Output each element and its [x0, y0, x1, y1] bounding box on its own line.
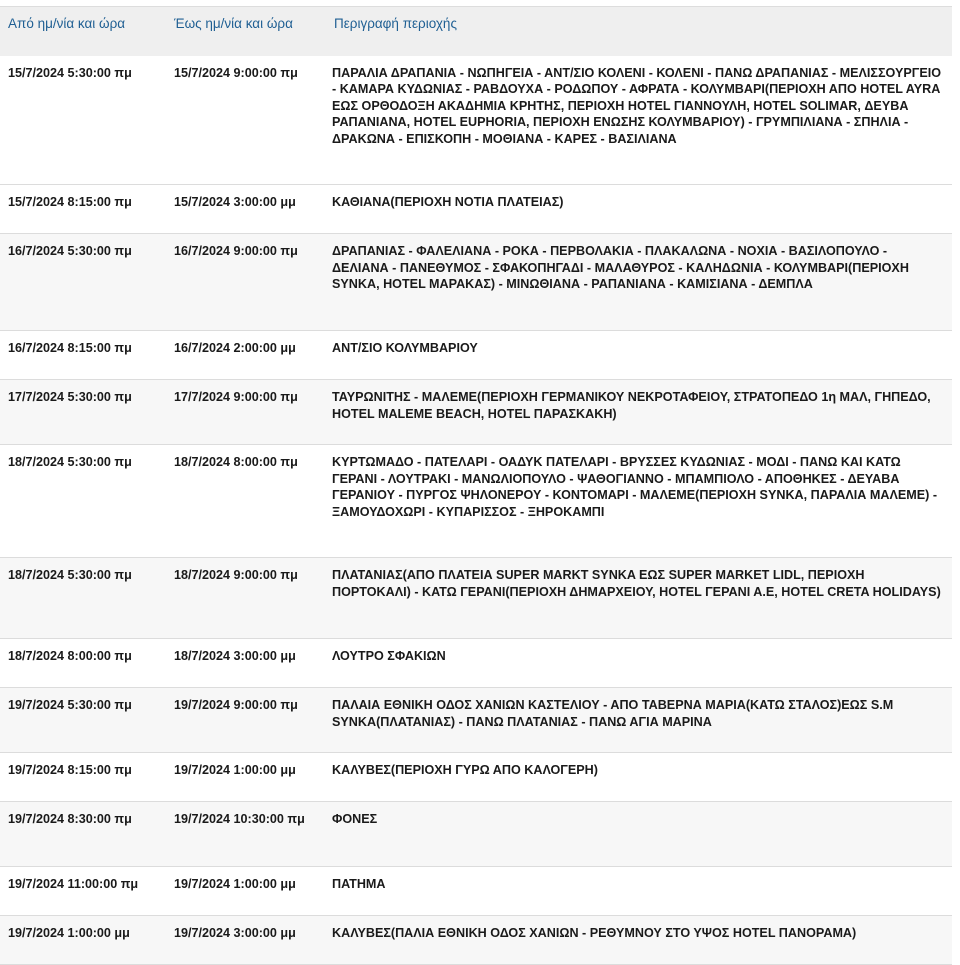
cell-to-datetime: 17/7/2024 9:00:00 πμ: [174, 390, 298, 404]
cell-from-datetime: 16/7/2024 8:15:00 πμ: [8, 341, 132, 355]
schedule-table: [0, 6, 952, 965]
cell-area-description: ΤΑΥΡΩΝΙΤΗΣ - ΜΑΛΕΜΕ(ΠΕΡΙΟΧΗ ΓΕΡΜΑΝΙΚΟΥ ΝΕΚΡΟΤΑΦΕΙΟΥ, ΣΤΡΑΤΟΠΕΔΟ 1η ΜΑΛ, ΓΗΠΕΔΟ, HOTEL MALEME BEACH, HOTEL ΠΑΡΑΣΚΑΚΗ): [332, 390, 931, 421]
table-header-row: [0, 7, 952, 56]
table-row: [0, 558, 952, 639]
header-area-description[interactable]: Περιγραφή περιοχής: [334, 16, 457, 31]
cell-area-description: ΚΑΘΙΑΝΑ(ΠΕΡΙΟΧΗ ΝΟΤΙΑ ΠΛΑΤΕΙΑΣ): [332, 195, 564, 209]
cell-area-description: ΠΛΑΤΑΝΙΑΣ(ΑΠΟ ΠΛΑΤΕΙΑ SUPER MARKT SYNKA ΕΩΣ SUPER MARKET LIDL, ΠΕΡΙΟΧΗ ΠΟΡΤΟΚΑΛΙ) - ΚΑΤΩ ΓΕΡΑΝΙ(ΠΕΡΙΟΧΗ ΔΗΜΑΡΧΕΙΟΥ, HOTEL ΓΕΡΑΝΙ Α.Ε, HOTEL CRETA HOLIDAYS): [332, 568, 941, 599]
cell-area-description: ΚΑΛΥΒΕΣ(ΠΑΛΙΑ ΕΘΝΙΚΗ ΟΔΟΣ ΧΑΝΙΩΝ - ΡΕΘΥΜΝΟΥ ΣΤΟ ΥΨΟΣ HOTEL ΠΑΝΟΡΑΜΑ): [332, 926, 857, 940]
cell-to-datetime: 18/7/2024 9:00:00 πμ: [174, 568, 298, 582]
table-row: [0, 639, 952, 688]
table-row: [0, 380, 952, 445]
outage-schedule-table: [0, 6, 952, 965]
cell-from-datetime: 18/7/2024 5:30:00 πμ: [8, 455, 132, 469]
header-to-datetime[interactable]: Έως ημ/νία και ώρα: [174, 16, 293, 31]
cell-area-description: ΠΑΡΑΛΙΑ ΔΡΑΠΑΝΙΑ - ΝΩΠΗΓΕΙΑ - ΑΝΤ/ΣΙΟ ΚΟΛΕΝΙ - ΚΟΛΕΝΙ - ΠΑΝΩ ΔΡΑΠΑΝΙΑΣ - ΜΕΛΙΣΣΟΥΡΓΕΙΟ - ΚΑΜΑΡΑ ΚΥΔΩΝΙΑΣ - ΡΑΒΔΟΥΧΑ - ΡΟΔΩΠΟΥ - ΑΦΡΑΤΑ - ΚΟΛΥΜΒΑΡΙ(ΠΕΡΙΟΧΗ ΑΠΟ HOTEL AYRA ΕΩΣ ΟΡΘΟΔΟΞΗ ΑΚΑΔΗΜΙΑ ΚΡΗΤΗΣ, ΠΕΡΙΟΧΗ HOTEL ΓΙΑΝΝΟΥΛΗ, HOTEL SOLIMAR, ΔΕΥΒΑ ΡΑΠΑΝΙΑΝΑ, HOTEL EUPHORIA, ΠΕΡΙΟΧΗ ΕΝΩΣΗΣ ΚΟΛΥΜΒΑΡΙΟΥ) - ΓΡΥΜΠΙΛΙΑΝΑ - ΣΠΗΛΙΑ - ΔΡΑΚΩΝΑ - ΕΠΙΣΚΟΠΗ - ΜΟΘΙΑΝΑ - ΚΑΡΕΣ - ΒΑΣΙΛΙΑΝΑ: [332, 65, 942, 146]
cell-from-datetime: 16/7/2024 5:30:00 πμ: [8, 244, 132, 258]
cell-to-datetime: 18/7/2024 3:00:00 μμ: [174, 649, 296, 663]
cell-to-datetime: 19/7/2024 9:00:00 πμ: [174, 698, 298, 712]
cell-area-description: ΑΝΤ/ΣΙΟ ΚΟΛΥΜΒΑΡΙΟΥ: [332, 341, 478, 355]
cell-area-description: ΚΥΡΤΩΜΑΔΟ - ΠΑΤΕΛΑΡΙ - ΟΑΔΥΚ ΠΑΤΕΛΑΡΙ - ΒΡΥΣΣΕΣ ΚΥΔΩΝΙΑΣ - ΜΟΔΙ - ΠΑΝΩ ΚΑΙ ΚΑΤΩ ΓΕΡΑΝΙ - ΛΟΥΤΡΑΚΙ - ΜΑΝΩΛΙΟΠΟΥΛΟ - ΨΑΘΟΓΙΑΝΝΟ - ΜΠΑΜΠΙΟΛΟ - ΑΠΟΘΗΚΕΣ - ΔΕΥΑΒΑ ΓΕΡΑΝΙΟΥ - ΠΥΡΓΟΣ ΨΗΛΟΝΕΡΟΥ - ΚΟΝΤΟΜΑΡΙ - ΜΑΛΕΜΕ(ΠΕΡΙΟΧΗ SYNKA, ΠΑΡΑΛΙΑ ΜΑΛΕΜΕ) - ΞΑΜΟΥΔΟΧΩΡΙ - ΚΥΠΑΡΙΣΣΟΣ - ΞΗΡΟΚΑΜΠΙ: [332, 455, 938, 519]
table-row: [0, 916, 952, 965]
table-row: [0, 331, 952, 380]
cell-to-datetime: 18/7/2024 8:00:00 πμ: [174, 455, 298, 469]
cell-from-datetime: 15/7/2024 8:15:00 πμ: [8, 195, 132, 209]
cell-area-description: ΦΟΝΕΣ: [332, 812, 378, 826]
cell-from-datetime: 15/7/2024 5:30:00 πμ: [8, 65, 132, 80]
table-row: [0, 753, 952, 802]
cell-to-datetime: 16/7/2024 2:00:00 μμ: [174, 341, 296, 355]
cell-area-description: ΔΡΑΠΑΝΙΑΣ - ΦΑΛΕΛΙΑΝΑ - ΡΟΚΑ - ΠΕΡΒΟΛΑΚΙΑ - ΠΛΑΚΑΛΩΝΑ - ΝΟΧΙΑ - ΒΑΣΙΛΟΠΟΥΛΟ - ΔΕΛΙΑΝΑ - ΠΑΝΕΘΥΜΟΣ - ΣΦΑΚΟΠΗΓΑΔΙ - ΜΑΛΑΘΥΡΟΣ - ΚΑΛΗΔΩΝΙΑ - ΚΟΛΥΜΒΑΡΙ(ΠΕΡΙΟΧΗ SYNKA, HOTEL ΜΑΡΑΚΑΣ) - ΜΙΝΩΘΙΑΝΑ - ΡΑΠΑΝΙΑΝΑ - ΚΑΜΙΣΙΑΝΑ - ΔΕΜΠΛΑ: [332, 244, 909, 291]
cell-area-description: ΠΑΤΗΜΑ: [332, 877, 386, 891]
cell-from-datetime: 19/7/2024 1:00:00 μμ: [8, 926, 130, 940]
table-row: [0, 867, 952, 916]
table-row: [0, 445, 952, 558]
table-row: [0, 234, 952, 331]
table-row: [0, 688, 952, 753]
table-row: [0, 56, 952, 185]
table-row: [0, 802, 952, 867]
cell-from-datetime: 18/7/2024 8:00:00 πμ: [8, 649, 132, 663]
cell-from-datetime: 18/7/2024 5:30:00 πμ: [8, 568, 132, 582]
cell-to-datetime: 19/7/2024 3:00:00 μμ: [174, 926, 296, 940]
cell-to-datetime: 15/7/2024 3:00:00 μμ: [174, 195, 296, 209]
cell-area-description: ΛΟΥΤΡΟ ΣΦΑΚΙΩΝ: [332, 649, 446, 663]
cell-area-description: ΚΑΛΥΒΕΣ(ΠΕΡΙΟΧΗ ΓΥΡΩ ΑΠΟ ΚΑΛΟΓΕΡΗ): [332, 763, 598, 777]
cell-to-datetime: 15/7/2024 9:00:00 πμ: [174, 65, 298, 80]
cell-from-datetime: 17/7/2024 5:30:00 πμ: [8, 390, 132, 404]
table-row: [0, 185, 952, 234]
cell-from-datetime: 19/7/2024 5:30:00 πμ: [8, 698, 132, 712]
cell-to-datetime: 19/7/2024 10:30:00 πμ: [174, 812, 305, 826]
cell-to-datetime: 19/7/2024 1:00:00 μμ: [174, 763, 296, 777]
cell-from-datetime: 19/7/2024 8:15:00 πμ: [8, 763, 132, 777]
cell-to-datetime: 16/7/2024 9:00:00 πμ: [174, 244, 298, 258]
cell-to-datetime: 19/7/2024 1:00:00 μμ: [174, 877, 296, 891]
cell-from-datetime: 19/7/2024 8:30:00 πμ: [8, 812, 132, 826]
header-from-datetime[interactable]: Από ημ/νία και ώρα: [8, 16, 126, 31]
cell-area-description: ΠΑΛΑΙΑ ΕΘΝΙΚΗ ΟΔΟΣ ΧΑΝΙΩΝ ΚΑΣΤΕΛΙΟΥ - ΑΠΟ ΤΑΒΕΡΝΑ ΜΑΡΙΑ(ΚΑΤΩ ΣΤΑΛΟΣ)ΕΩΣ S.M SYNKA(ΠΛΑΤΑΝΙΑΣ) - ΠΑΝΩ ΠΛΑΤΑΝΙΑΣ - ΠΑΝΩ ΑΓΙΑ ΜΑΡΙΝΑ: [332, 698, 894, 729]
cell-from-datetime: 19/7/2024 11:00:00 πμ: [8, 877, 139, 891]
